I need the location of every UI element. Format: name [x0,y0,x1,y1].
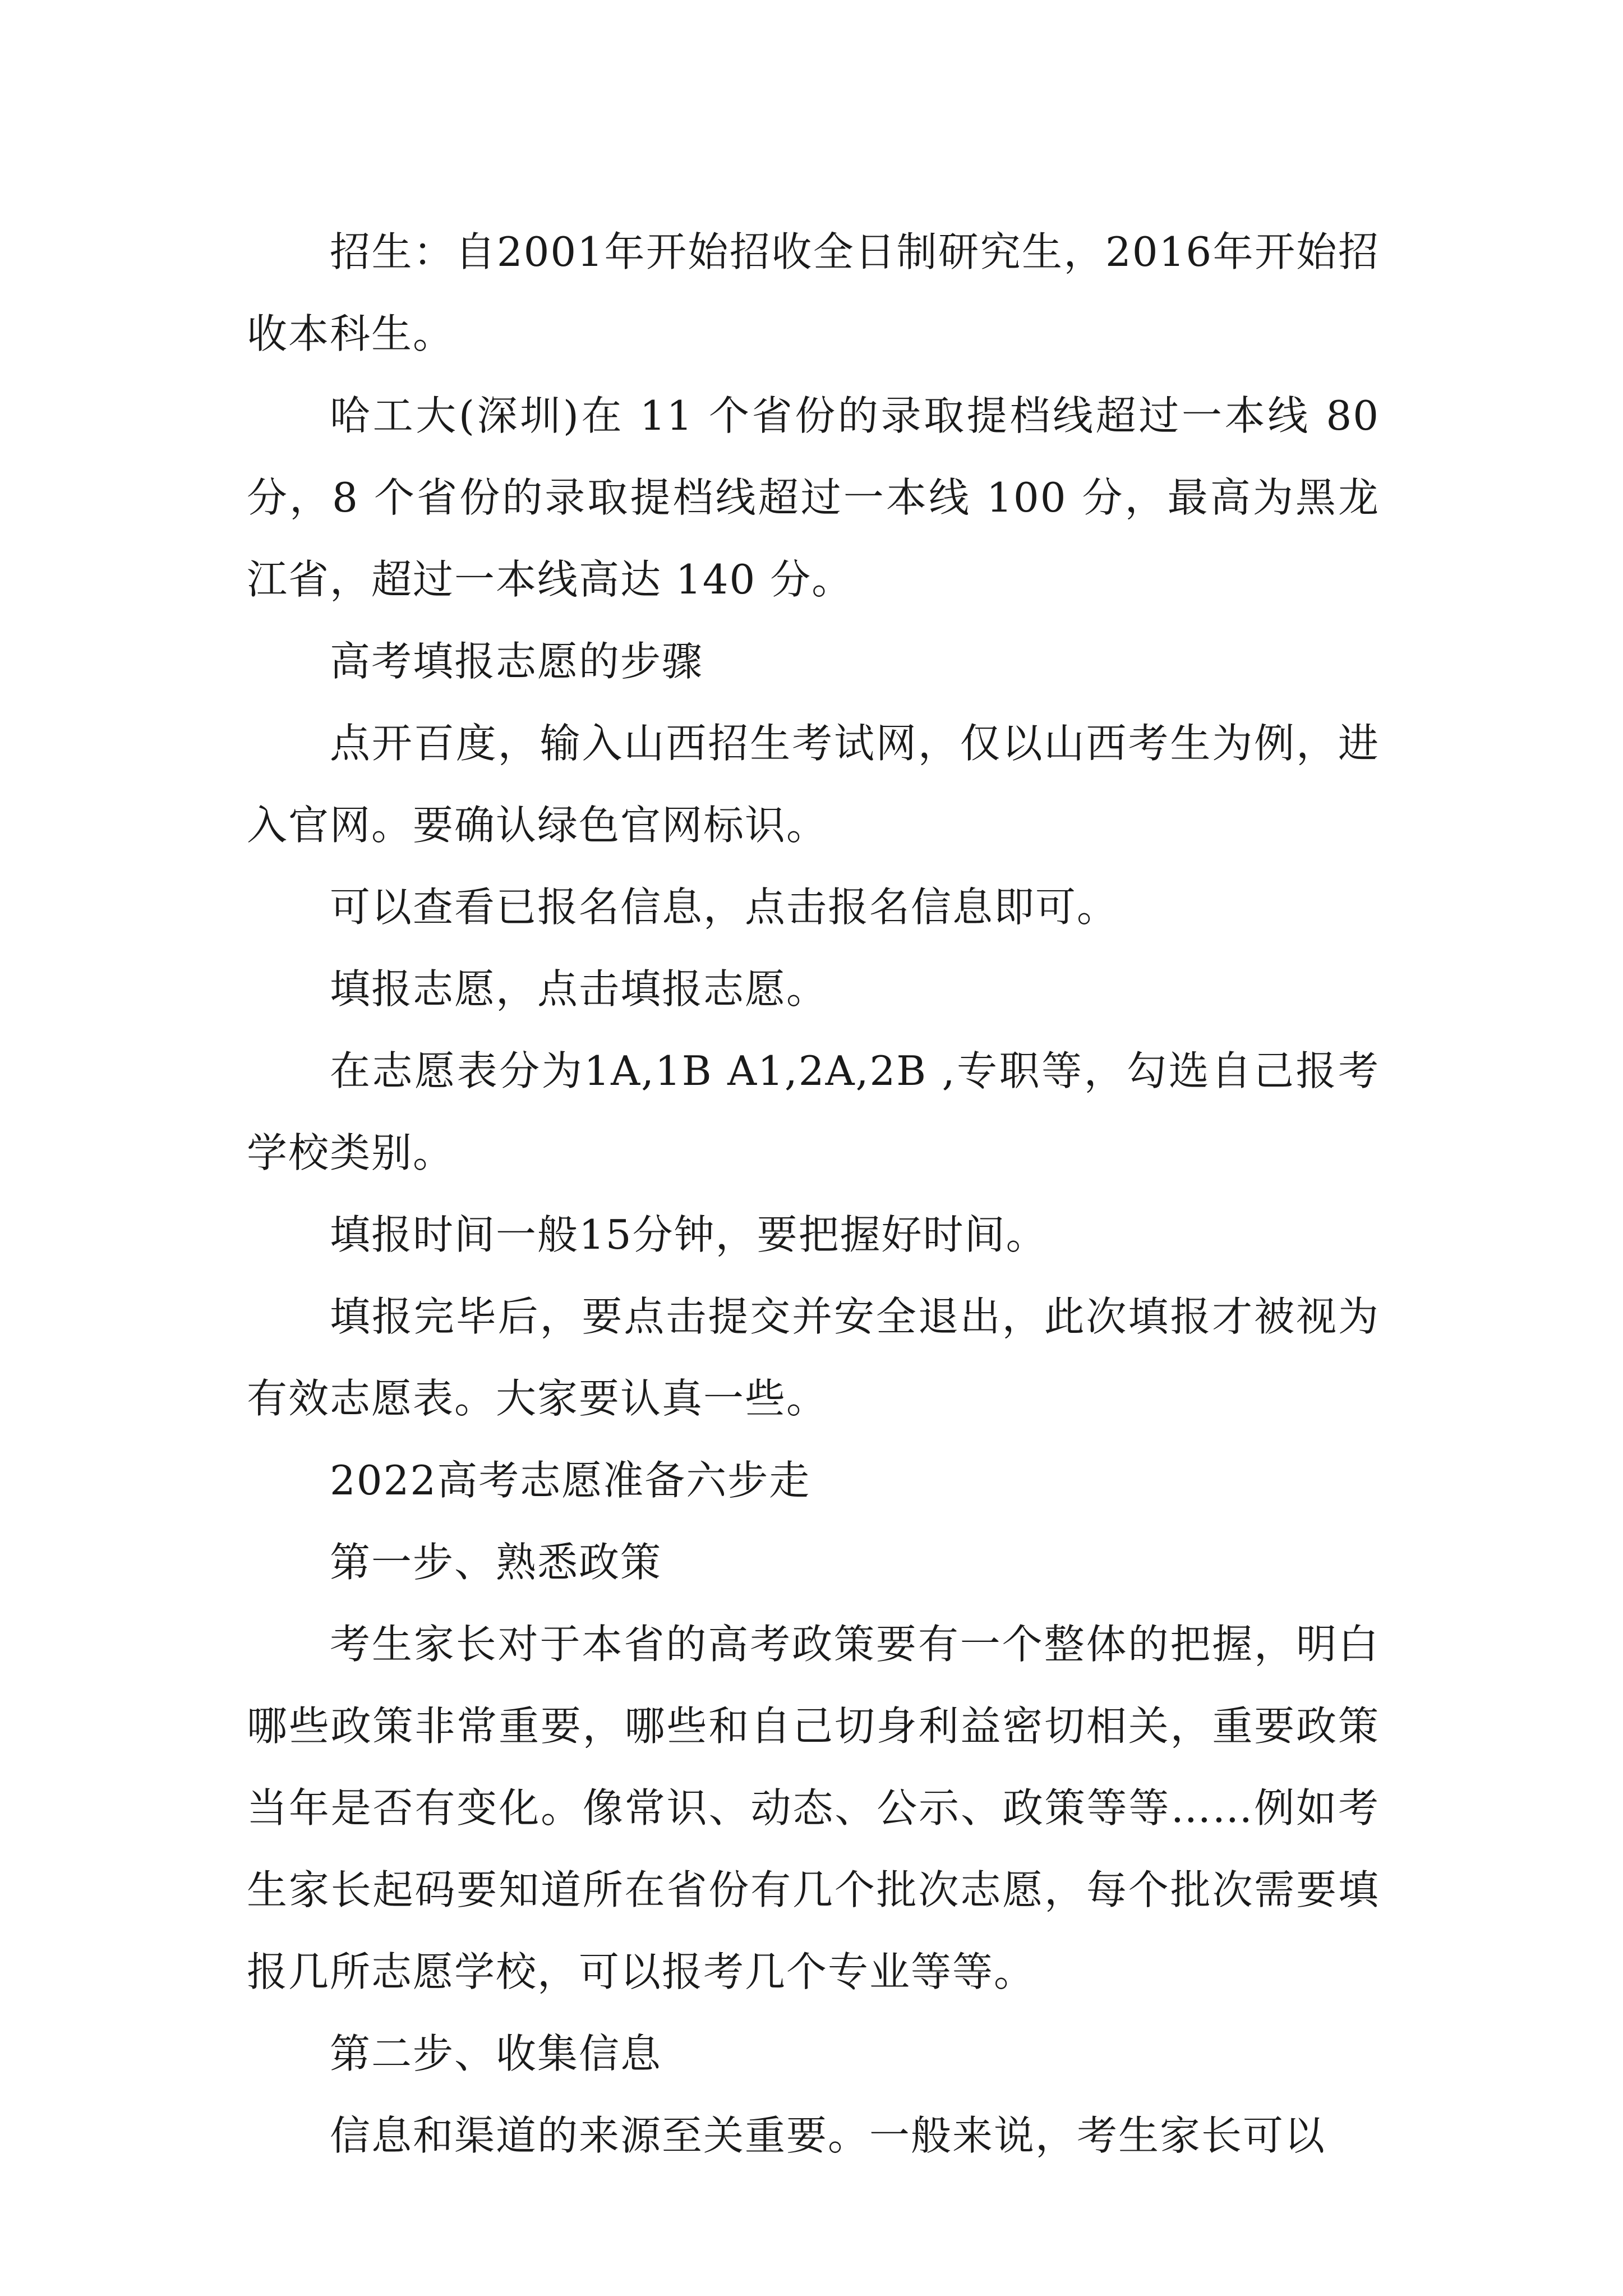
heading-step-two: 第二步、收集信息 [330,2030,662,2077]
paragraph-fill-application: 填报志愿，点击填报志愿。 [330,965,828,1013]
paragraph-enrollment: 招生：自2001年开始招收全日制研究生，2016年开始招收本科生。 [247,228,1380,357]
heading-six-steps: 2022高考志愿准备六步走 [330,1457,811,1504]
paragraph-submit: 填报完毕后，要点击提交并安全退出，此次填报才被视为有效志愿表。大家要认真一些。 [247,1293,1380,1422]
heading-step-one: 第一步、熟悉政策 [330,1539,662,1586]
paragraph-policy: 考生家长对于本省的高考政策要有一个整体的把握，明白哪些政策非常重要，哪些和自己切身利益密切相关，重要政策当年是否有变化。像常识、动态、公示、政策等等……例如考生家长起码要知道所在省份有几个批次志愿，每个批次需要填报几所志愿学校，可以报考几个专业等等。 [247,1621,1380,1995]
paragraph-open-website: 点开百度，输入山西招生考试网，仅以山西考生为例，进入官网。要确认绿色官网标识。 [247,720,1380,849]
heading-application-steps: 高考填报志愿的步骤 [330,638,704,685]
paragraph-information: 信息和渠道的来源至关重要。一般来说，考生家长可以 [330,2112,1326,2159]
document-body [247,211,1380,2177]
paragraph-time-limit: 填报时间一般15分钟，要把握好时间。 [330,1211,1048,1258]
paragraph-view-registration: 可以查看已报名信息，点击报名信息即可。 [330,884,1119,931]
paragraph-school-categories: 在志愿表分为1A,1B A1,2A,2B ,专职等，勾选自己报考学校类别。 [247,1047,1380,1176]
paragraph-admission-scores: 哈工大(深圳)在 11 个省份的录取提档线超过一本线 80 分，8 个省份的录取提档线超过一本线 100 分，最高为黑龙江省，超过一本线高达 140 分。 [247,392,1380,603]
